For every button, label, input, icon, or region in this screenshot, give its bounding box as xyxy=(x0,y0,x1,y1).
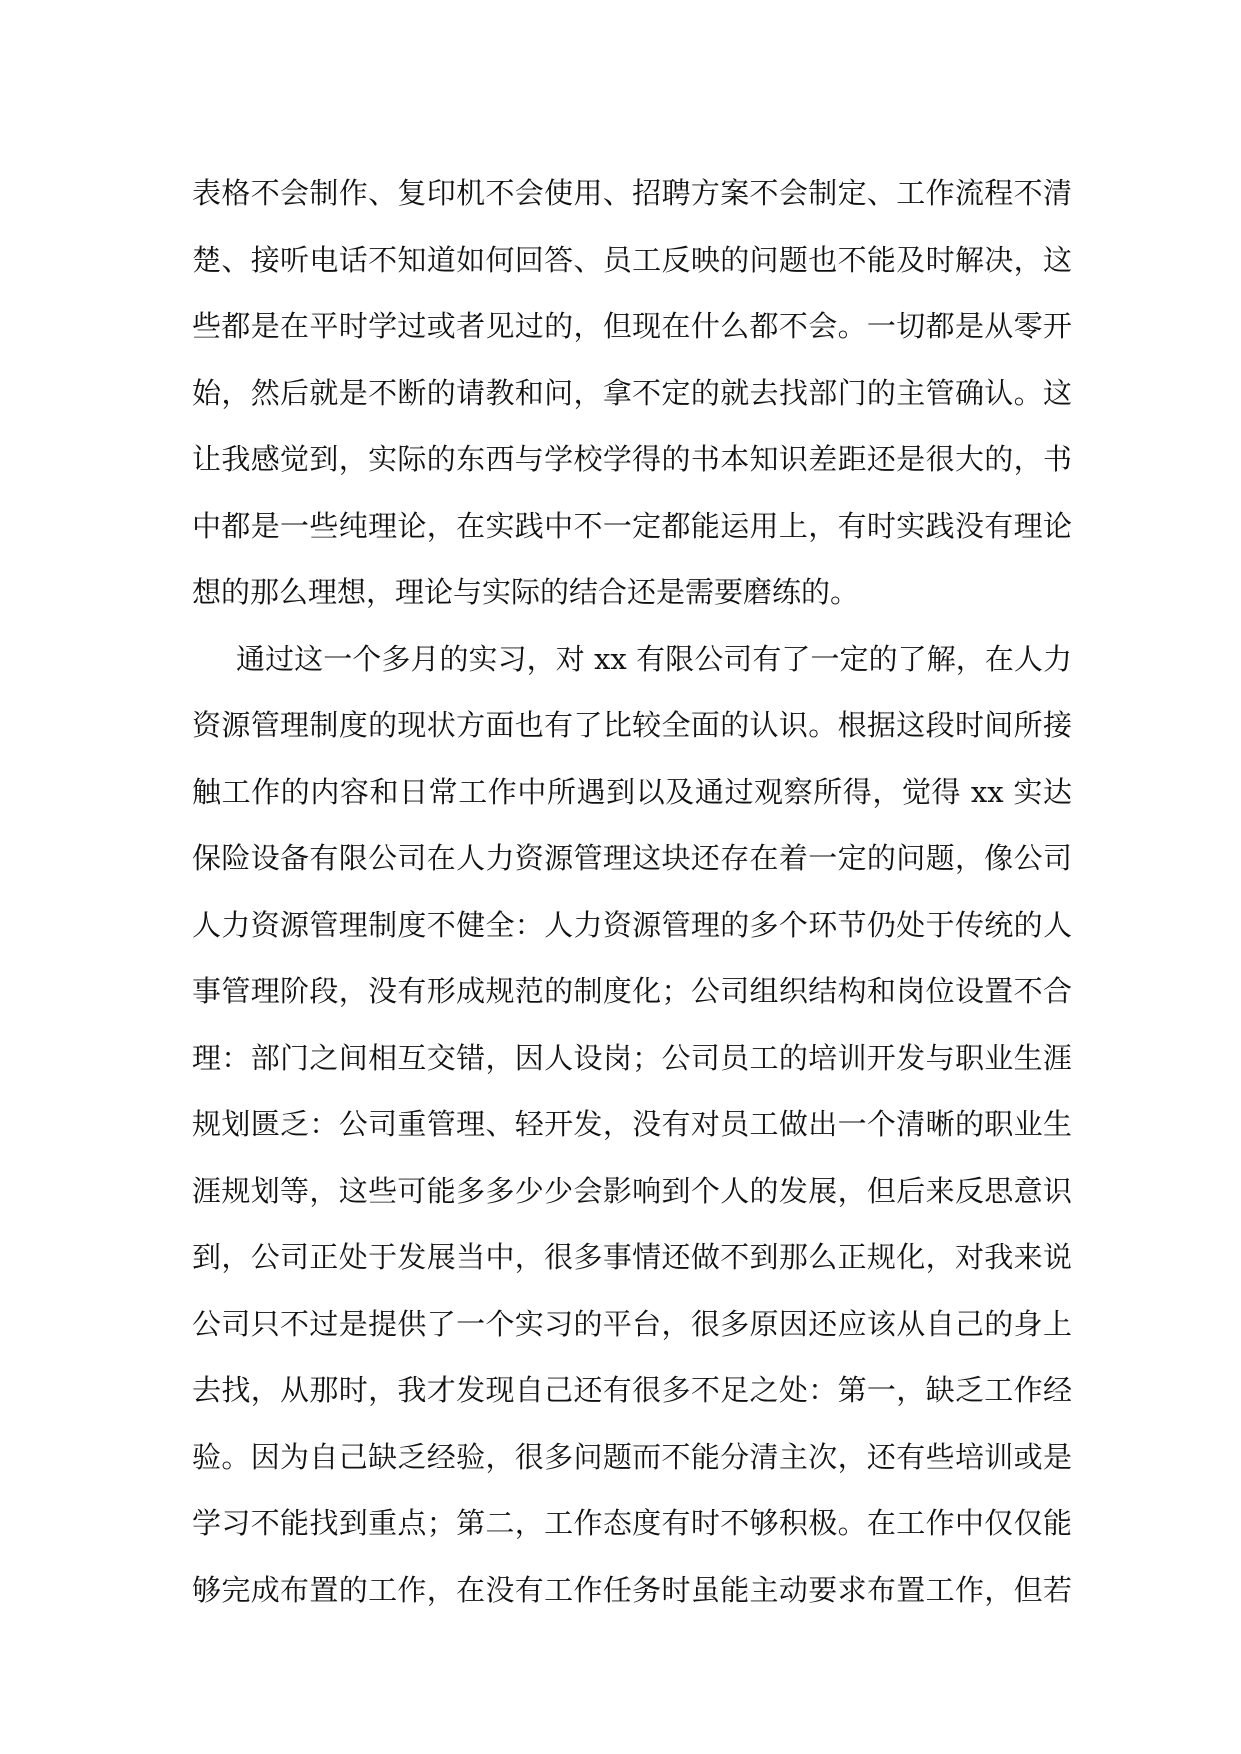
paragraph-line: 规划匮乏：公司重管理、轻开发，没有对员工做出一个清晰的职业生 xyxy=(192,1107,1072,1141)
paragraph-line: 想的那么理想，理论与实际的结合还是需要磨练的。 xyxy=(192,575,860,609)
paragraph-line: 学习不能找到重点；第二，工作态度有时不够积极。在工作中仅仅能 xyxy=(192,1506,1072,1540)
paragraph-line: 事管理阶段，没有形成规范的制度化；公司组织结构和岗位设置不合 xyxy=(192,974,1072,1008)
paragraph-line: 理：部门之间相互交错，因人设岗；公司员工的培训开发与职业生涯 xyxy=(192,1040,1072,1075)
paragraph-line: 让我感觉到，实际的东西与学校学得的书本知识差距还是很大的，书 xyxy=(192,442,1072,476)
paragraph-line: 人力资源管理制度不健全：人力资源管理的多个环节仍处于传统的人 xyxy=(192,907,1072,942)
paragraph-line: 中都是一些纯理论，在实践中不一定都能运用上，有时实践没有理论 xyxy=(192,508,1072,543)
paragraph-line: 涯规划等，这些可能多多少少会影响到个人的发展，但后来反思意识 xyxy=(192,1173,1072,1208)
paragraph-line: 始，然后就是不断的请教和问，拿不定的就去找部门的主管确认。这 xyxy=(192,375,1072,410)
paragraph-line: 资源管理制度的现状方面也有了比较全面的认识。根据这段时间所接 xyxy=(192,708,1072,742)
paragraph-line: 表格不会制作、复印机不会使用、招聘方案不会制定、工作流程不清 xyxy=(192,176,1072,210)
paragraph-line: 触工作的内容和日常工作中所遇到以及通过观察所得，觉得 xx 实达 xyxy=(192,774,1072,809)
paragraph-line: 验。因为自己缺乏经验，很多问题而不能分清主次，还有些培训或是 xyxy=(192,1439,1072,1474)
paragraph-line: 到，公司正处于发展当中，很多事情还做不到那么正规化，对我来说 xyxy=(192,1240,1072,1274)
document-body xyxy=(192,160,1072,1623)
paragraph-line: 够完成布置的工作，在没有工作任务时虽能主动要求布置工作，但若 xyxy=(192,1572,1072,1607)
paragraph-line: 公司只不过是提供了一个实习的平台，很多原因还应该从自己的身上 xyxy=(192,1306,1072,1341)
paragraph-line: 去找，从那时，我才发现自己还有很多不足之处：第一，缺乏工作经 xyxy=(192,1373,1072,1407)
paragraph-line: 楚、接听电话不知道如何回答、员工反映的问题也不能及时解决，这 xyxy=(192,242,1072,277)
paragraph-line: 通过这一个多月的实习，对 xx 有限公司有了一定的了解，在人力 xyxy=(236,641,1072,676)
paragraph-line: 些都是在平时学过或者见过的，但现在什么都不会。一切都是从零开 xyxy=(192,309,1072,343)
paragraph-line: 保险设备有限公司在人力资源管理这块还存在着一定的问题，像公司 xyxy=(192,841,1072,875)
